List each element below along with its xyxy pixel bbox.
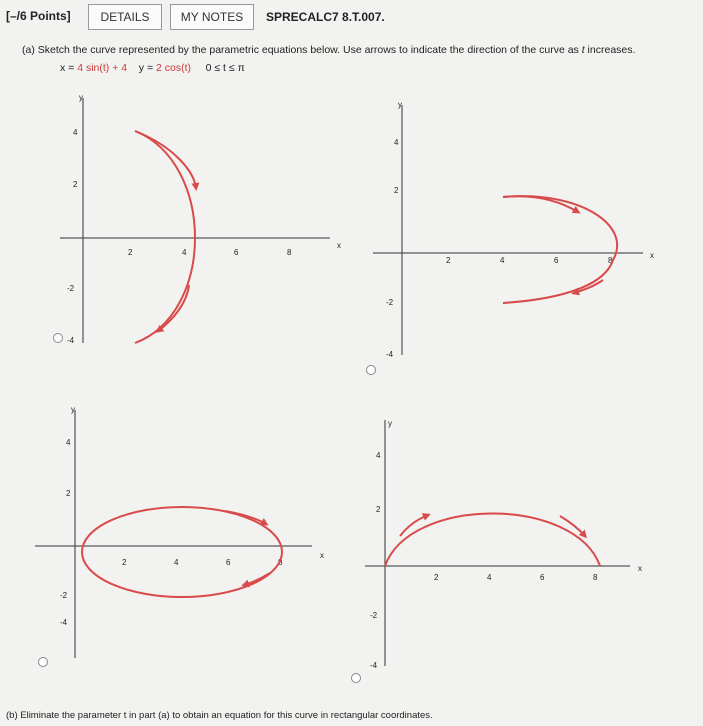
y-axis-label: y (71, 405, 75, 414)
my-notes-button[interactable]: MY NOTES (170, 4, 254, 30)
y-tick-2: 2 (66, 489, 71, 498)
x-tick-labels (122, 558, 283, 567)
y-tick-neg4: -4 (370, 661, 378, 670)
y-tick-neg4: -4 (67, 336, 75, 345)
x-tick-8: 8 (593, 573, 598, 582)
x-tick-labels (446, 256, 613, 265)
y-tick-labels (386, 138, 399, 359)
graph-option-3 (30, 398, 340, 673)
x-tick-2: 2 (434, 573, 439, 582)
y-tick-2: 2 (73, 180, 78, 189)
x-tick-6: 6 (234, 248, 239, 257)
y-tick-labels (67, 128, 78, 345)
x-tick-4: 4 (174, 558, 179, 567)
x-axis-label: x (638, 564, 642, 573)
radio-option-1[interactable] (53, 333, 63, 343)
points-label: [–/6 Points] (6, 9, 71, 23)
direction-arrow-1 (503, 196, 578, 212)
x-tick-6: 6 (226, 558, 231, 567)
curve-path (503, 196, 617, 303)
graph-option-4 (360, 408, 680, 678)
y-tick-4: 4 (66, 438, 71, 447)
question-a-prefix: (a) Sketch the curve represented by the parametric equations below. Use arrows to indicate the direction of the curve as (22, 44, 582, 56)
y-tick-4: 4 (394, 138, 399, 147)
details-button[interactable]: DETAILS (88, 4, 162, 30)
y-tick-neg4: -4 (386, 350, 394, 359)
question-b-text: (b) Eliminate the parameter t in part (a) to obtain an equation for this curve in rectangular coordinates. (6, 710, 433, 721)
y-tick-4: 4 (376, 451, 381, 460)
y-expression: 2 cos(t) (156, 62, 192, 74)
y-eq-label: y = (138, 62, 157, 74)
question-a-text (22, 44, 635, 56)
question-a-t: t (581, 44, 585, 56)
y-tick-neg2: -2 (60, 591, 68, 600)
y-axis-label: y (388, 419, 392, 428)
x-tick-8: 8 (608, 256, 613, 265)
x-axis-label: x (650, 251, 654, 260)
x-tick-2: 2 (128, 248, 133, 257)
direction-arrow-1 (135, 131, 196, 188)
y-tick-neg2: -2 (386, 298, 394, 307)
x-axis-label: x (320, 551, 324, 560)
y-tick-neg2: -2 (67, 284, 75, 293)
x-tick-labels (434, 573, 598, 582)
y-tick-labels (370, 451, 381, 670)
y-tick-4: 4 (73, 128, 78, 137)
x-eq-label: x = (60, 62, 78, 74)
x-tick-2: 2 (446, 256, 451, 265)
x-tick-labels (128, 248, 292, 257)
question-a-suffix: increases. (584, 44, 636, 56)
x-axis-label: x (337, 241, 341, 250)
curve-path (82, 507, 282, 597)
graph-option-1 (55, 88, 345, 358)
problem-id: SPRECALC7 8.T.007. (266, 10, 385, 24)
direction-arrow-2 (244, 573, 270, 585)
header-bar (0, 0, 703, 34)
x-tick-6: 6 (540, 573, 545, 582)
y-axis-label: y (79, 93, 83, 102)
radio-option-2[interactable] (366, 365, 376, 375)
x-expression: 4 sin(t) + 4 (77, 62, 128, 74)
radio-option-3[interactable] (38, 657, 48, 667)
y-tick-neg4: -4 (60, 618, 68, 627)
curve-path (135, 131, 195, 343)
x-tick-2: 2 (122, 558, 127, 567)
x-tick-8: 8 (287, 248, 292, 257)
parametric-equations (60, 62, 245, 74)
y-tick-neg2: -2 (370, 611, 378, 620)
domain-text: 0 ≤ t ≤ π (205, 62, 245, 74)
x-tick-8: 8 (278, 558, 283, 567)
y-tick-2: 2 (376, 505, 381, 514)
direction-arrow-2 (574, 280, 603, 293)
y-tick-labels (60, 438, 71, 627)
x-tick-4: 4 (500, 256, 505, 265)
y-axis-label: y (398, 100, 402, 109)
radio-option-4[interactable] (351, 673, 361, 683)
x-tick-4: 4 (487, 573, 492, 582)
x-tick-4: 4 (182, 248, 187, 257)
y-tick-2: 2 (394, 186, 399, 195)
graph-option-2 (368, 95, 698, 370)
x-tick-6: 6 (554, 256, 559, 265)
